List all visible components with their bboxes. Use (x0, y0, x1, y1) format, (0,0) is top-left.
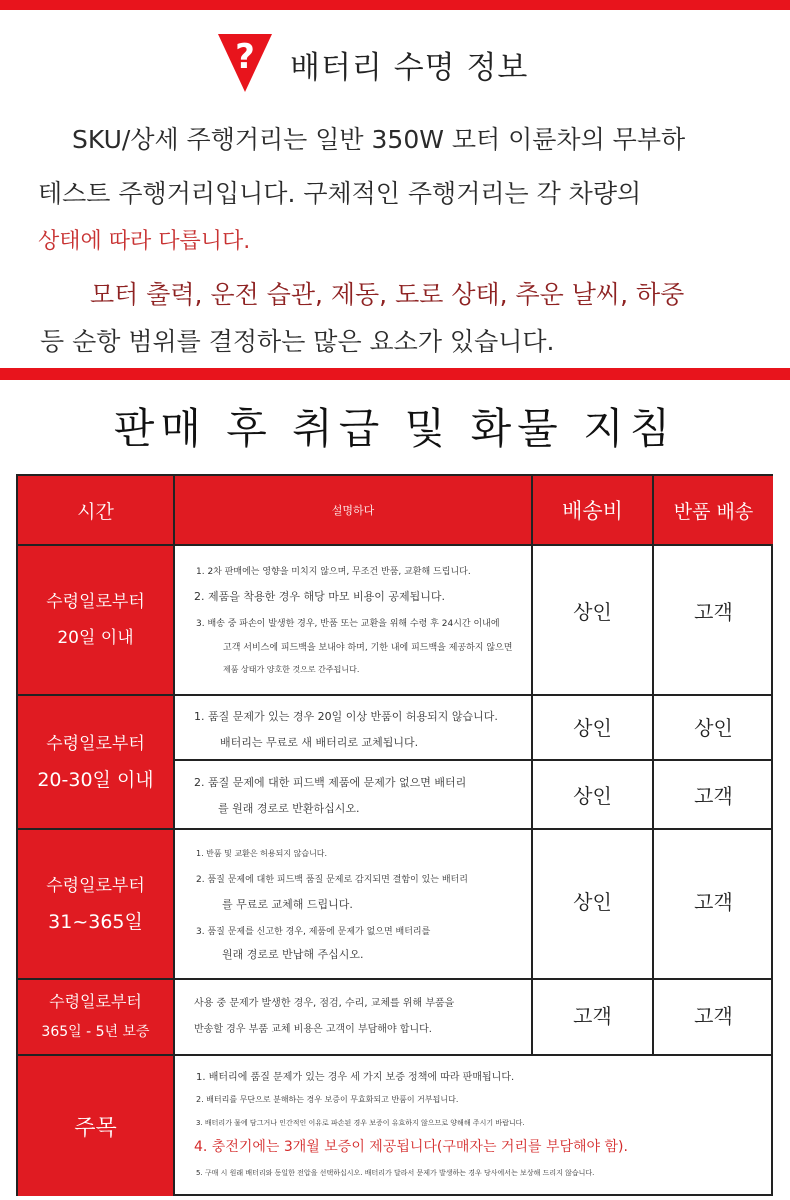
header-shipping: 배송비 (533, 476, 652, 544)
section-title: 판매 후 취급 및 화물 지침 (113, 404, 677, 453)
row1-return: 고객 (694, 600, 733, 624)
grid-line (18, 544, 773, 546)
row4-label: 수령일로부터 365일 - 5년 보증 (18, 980, 173, 1054)
row2-label: 수령일로부터 20-30일 이내 (18, 696, 173, 828)
row1-desc-line: 1. 2차 판매에는 영향을 미치지 않으며, 무조건 반품, 교환해 드립니다. (196, 567, 471, 577)
paragraph-line: 모터 출력, 운전 습관, 제동, 도로 상태, 추운 날씨, 하중 (90, 280, 685, 309)
top-red-bar (0, 0, 790, 10)
row4-desc-line: 사용 중 문제가 발생한 경우, 점검, 수리, 교체를 위해 부품을 (194, 998, 455, 1009)
header-description: 설명하다 (175, 476, 531, 544)
row3-return: 고객 (694, 890, 733, 914)
row3-desc-line: 원래 경로로 반납해 주십시오. (222, 948, 364, 961)
divider-red-bar (0, 368, 790, 380)
row3-desc-line: 2. 품질 문제에 대한 피드백 품질 문제로 감지되면 결함이 있는 배터리 (196, 875, 468, 885)
row1-desc-line: 제품 상태가 양호한 것으로 간주됩니다. (223, 665, 360, 674)
row1-label: 수령일로부터 20일 이내 (18, 546, 173, 694)
header-return-shipping: 반품 배송 (654, 476, 773, 544)
after-sales-table (16, 474, 773, 1196)
paragraph-line: 테스트 주행거리입니다. 구체적인 주행거리는 각 차량의 (38, 179, 642, 208)
paragraph-line: SKU/상세 주행거리는 일반 350W 모터 이륜차의 무부하 (72, 125, 686, 154)
row5-charger-warranty: 4. 충전기에는 3개월 보증이 제공됩니다(구매자는 거리를 부담해야 함). (194, 1139, 628, 1155)
grid-line (18, 1054, 773, 1056)
row2b-desc-line: 를 원래 경로로 반환하십시오. (218, 802, 360, 815)
grid-line (531, 476, 533, 1056)
row2a-return: 상인 (694, 716, 733, 740)
row1-shipping: 상인 (573, 600, 612, 624)
grid-line (18, 694, 773, 696)
row3-desc-line: 3. 품질 문제를 신고한 경우, 제품에 문제가 없으면 배터리를 (196, 927, 431, 937)
row5-note-line: 3. 배터리가 물에 담그거나 인간적인 이유로 파손된 경우 보증이 유효하지 않으므로 양해해 주시기 바랍니다. (196, 1119, 525, 1127)
grid-line (173, 759, 773, 761)
paragraph-line: 등 순항 범위를 결정하는 많은 요소가 있습니다. (40, 327, 555, 356)
grid-line (18, 978, 773, 980)
row2b-return: 고객 (694, 784, 733, 808)
row1-desc-line: 고객 서비스에 피드백을 보내야 하며, 기한 내에 피드백을 제공하지 않으면 (223, 643, 513, 653)
row1-desc-line: 2. 제품을 착용한 경우 해당 마모 비용이 공제됩니다. (194, 590, 445, 603)
row4-desc-line: 반송할 경우 부품 교체 비용은 고객이 부담해야 합니다. (194, 1024, 432, 1035)
row2b-desc-line: 2. 품질 문제에 대한 피드백 제품에 문제가 없으면 배터리 (194, 776, 467, 789)
paragraph-line: 상태에 따라 다릅니다. (38, 229, 251, 254)
row3-desc-line: 1. 반품 및 교환은 허용되지 않습니다. (196, 849, 328, 858)
row2b-shipping: 상인 (573, 784, 612, 808)
question-warning-icon (216, 32, 274, 94)
row3-label: 수령일로부터 31~365일 (18, 830, 173, 978)
row2a-shipping: 상인 (573, 716, 612, 740)
grid-line (652, 476, 654, 1056)
grid-line (18, 828, 773, 830)
row5-note-line: 1. 배터리에 품질 문제가 있는 경우 세 가지 보증 정책에 따라 판매됩니다. (196, 1072, 515, 1083)
battery-life-title: 배터리 수명 정보 (290, 50, 529, 86)
row4-return: 고객 (694, 1004, 733, 1028)
row4-shipping: 고객 (573, 1004, 612, 1028)
row3-desc-line: 를 무료로 교체해 드립니다. (222, 898, 353, 911)
grid-line (173, 476, 175, 1196)
row2a-desc-line: 배터리는 무료로 새 배터리로 교체됩니다. (220, 736, 419, 749)
row1-desc-line: 3. 배송 중 파손이 발생한 경우, 반품 또는 교환을 위해 수령 후 24시간 이내에 (196, 619, 500, 629)
header-time: 시간 (18, 476, 173, 544)
row3-shipping: 상인 (573, 890, 612, 914)
row2a-desc-line: 1. 품질 문제가 있는 경우 20일 이상 반품이 허용되지 않습니다. (194, 710, 498, 723)
row5-label: 주목 (18, 1056, 173, 1196)
row5-note-line: 2. 배터리를 무단으로 분해하는 경우 보증이 무효화되고 반품이 거부됩니다. (196, 1095, 459, 1104)
row5-note-line: 5. 구매 시 원래 배터리와 동일한 전압을 선택하십시오. 배터리가 달라서 문제가 발생하는 경우 당사에서는 보상해 드리지 않습니다. (196, 1169, 595, 1177)
svg-text:?: ? (235, 37, 255, 77)
